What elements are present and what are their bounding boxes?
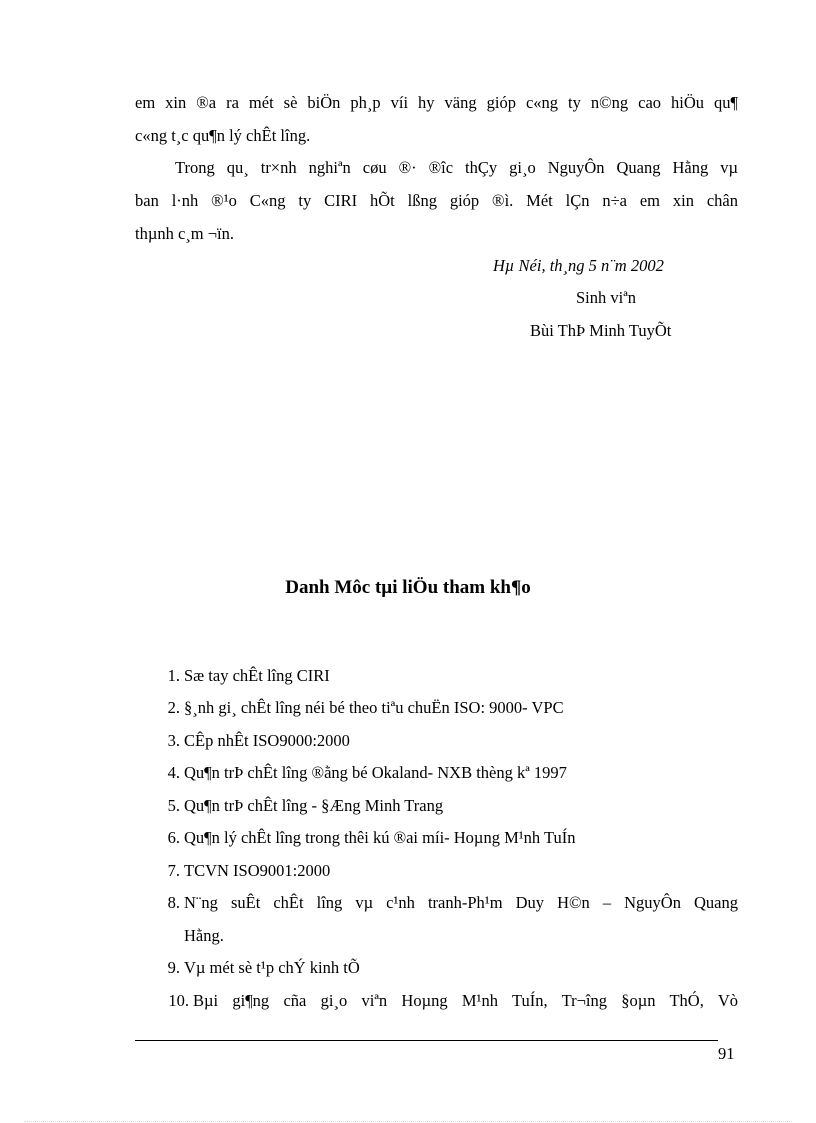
reference-number: 9. [167,958,180,977]
closing-line-1: em xin ®a ra mét sè biÖn ph¸p víi hy väng gióp c«ng ty n©ng cao hiÖu qu¶ [135,93,738,112]
signer-role: Sinh viªn [576,288,637,307]
reference-number: 2. [167,698,180,717]
reference-text: §¸nh gi¸ chÊt lîng néi bé theo tiªu chuËn ISO: 9000- VPC [184,698,564,717]
reference-text: Qu¶n trÞ chÊt lîng - §Æng Minh Trang [184,796,444,815]
reference-item [167,698,564,718]
reference-text: Qu¶n trÞ chÊt lîng ®ằng bé Okaland- NXB thèng kª 1997 [184,763,567,782]
reference-number: 8. [167,893,180,912]
reference-item [167,763,567,783]
place-date: Hµ Néi, th¸ng 5 n¨m 2002 [493,256,664,275]
reference-text: Sæ tay chÊt lîng CIRI [184,666,330,685]
page-number: 91 [718,1044,735,1063]
reference-text: Qu¶n lý chÊt lîng trong thêi kú ®ai míi- Hoµng M¹nh TuÍn [184,828,576,847]
reference-text: TCVN ISO9001:2000 [184,861,331,880]
reference-number: 10. [168,991,189,1010]
reference-text: CÊp nhÊt ISO9000:2000 [184,731,350,750]
reference-item [167,828,576,848]
reference-item [167,731,350,751]
reference-text: Vµ mét sè t¹p chÝ kinh tÕ [184,958,360,977]
closing-line-5: thµnh c¸m ¬ïn. [135,224,235,243]
references-heading: Danh Môc tµi liÖu tham kh¶o [285,577,531,598]
reference-item [167,893,738,945]
reference-text: N¨ng suÊt chÊt lîng vµ c¹nh tranh-Ph¹m Duy H©n – NguyÔn Quang [184,893,738,912]
footer-rule [135,1040,718,1041]
reference-item [167,861,331,881]
reference-text: Bµi gi¶ng cña gi¸o viªn Hoµng M¹nh TuÍn, Tr¬îng §oµn ThÓ, Vò [193,991,738,1010]
page-edge-divider [24,1121,792,1122]
signer-name: Bùi ThÞ Minh TuyÕt [530,321,672,340]
reference-item [167,796,444,816]
reference-continuation: Hằng. [184,926,224,945]
reference-number: 4. [167,763,180,782]
closing-line-4: ban l·nh ®¹o C«ng ty CIRI hÕt lßng gióp ®ì. Mét lÇn n÷a em xin chân [135,191,738,210]
reference-number: 5. [167,796,180,815]
closing-line-2: c«ng t¸c qu¶n lý chÊt lîng. [135,126,311,145]
reference-item [167,666,330,686]
closing-line-3: Trong qu¸ tr×nh nghiªn cøu ®· ®îc thÇy gi¸o NguyÔn Quang Hằng vµ [175,158,738,177]
reference-number: 1. [167,666,180,685]
reference-item [168,991,738,1013]
reference-item [167,958,360,978]
reference-number: 3. [167,731,180,750]
reference-number: 6. [167,828,180,847]
reference-number: 7. [167,861,180,880]
